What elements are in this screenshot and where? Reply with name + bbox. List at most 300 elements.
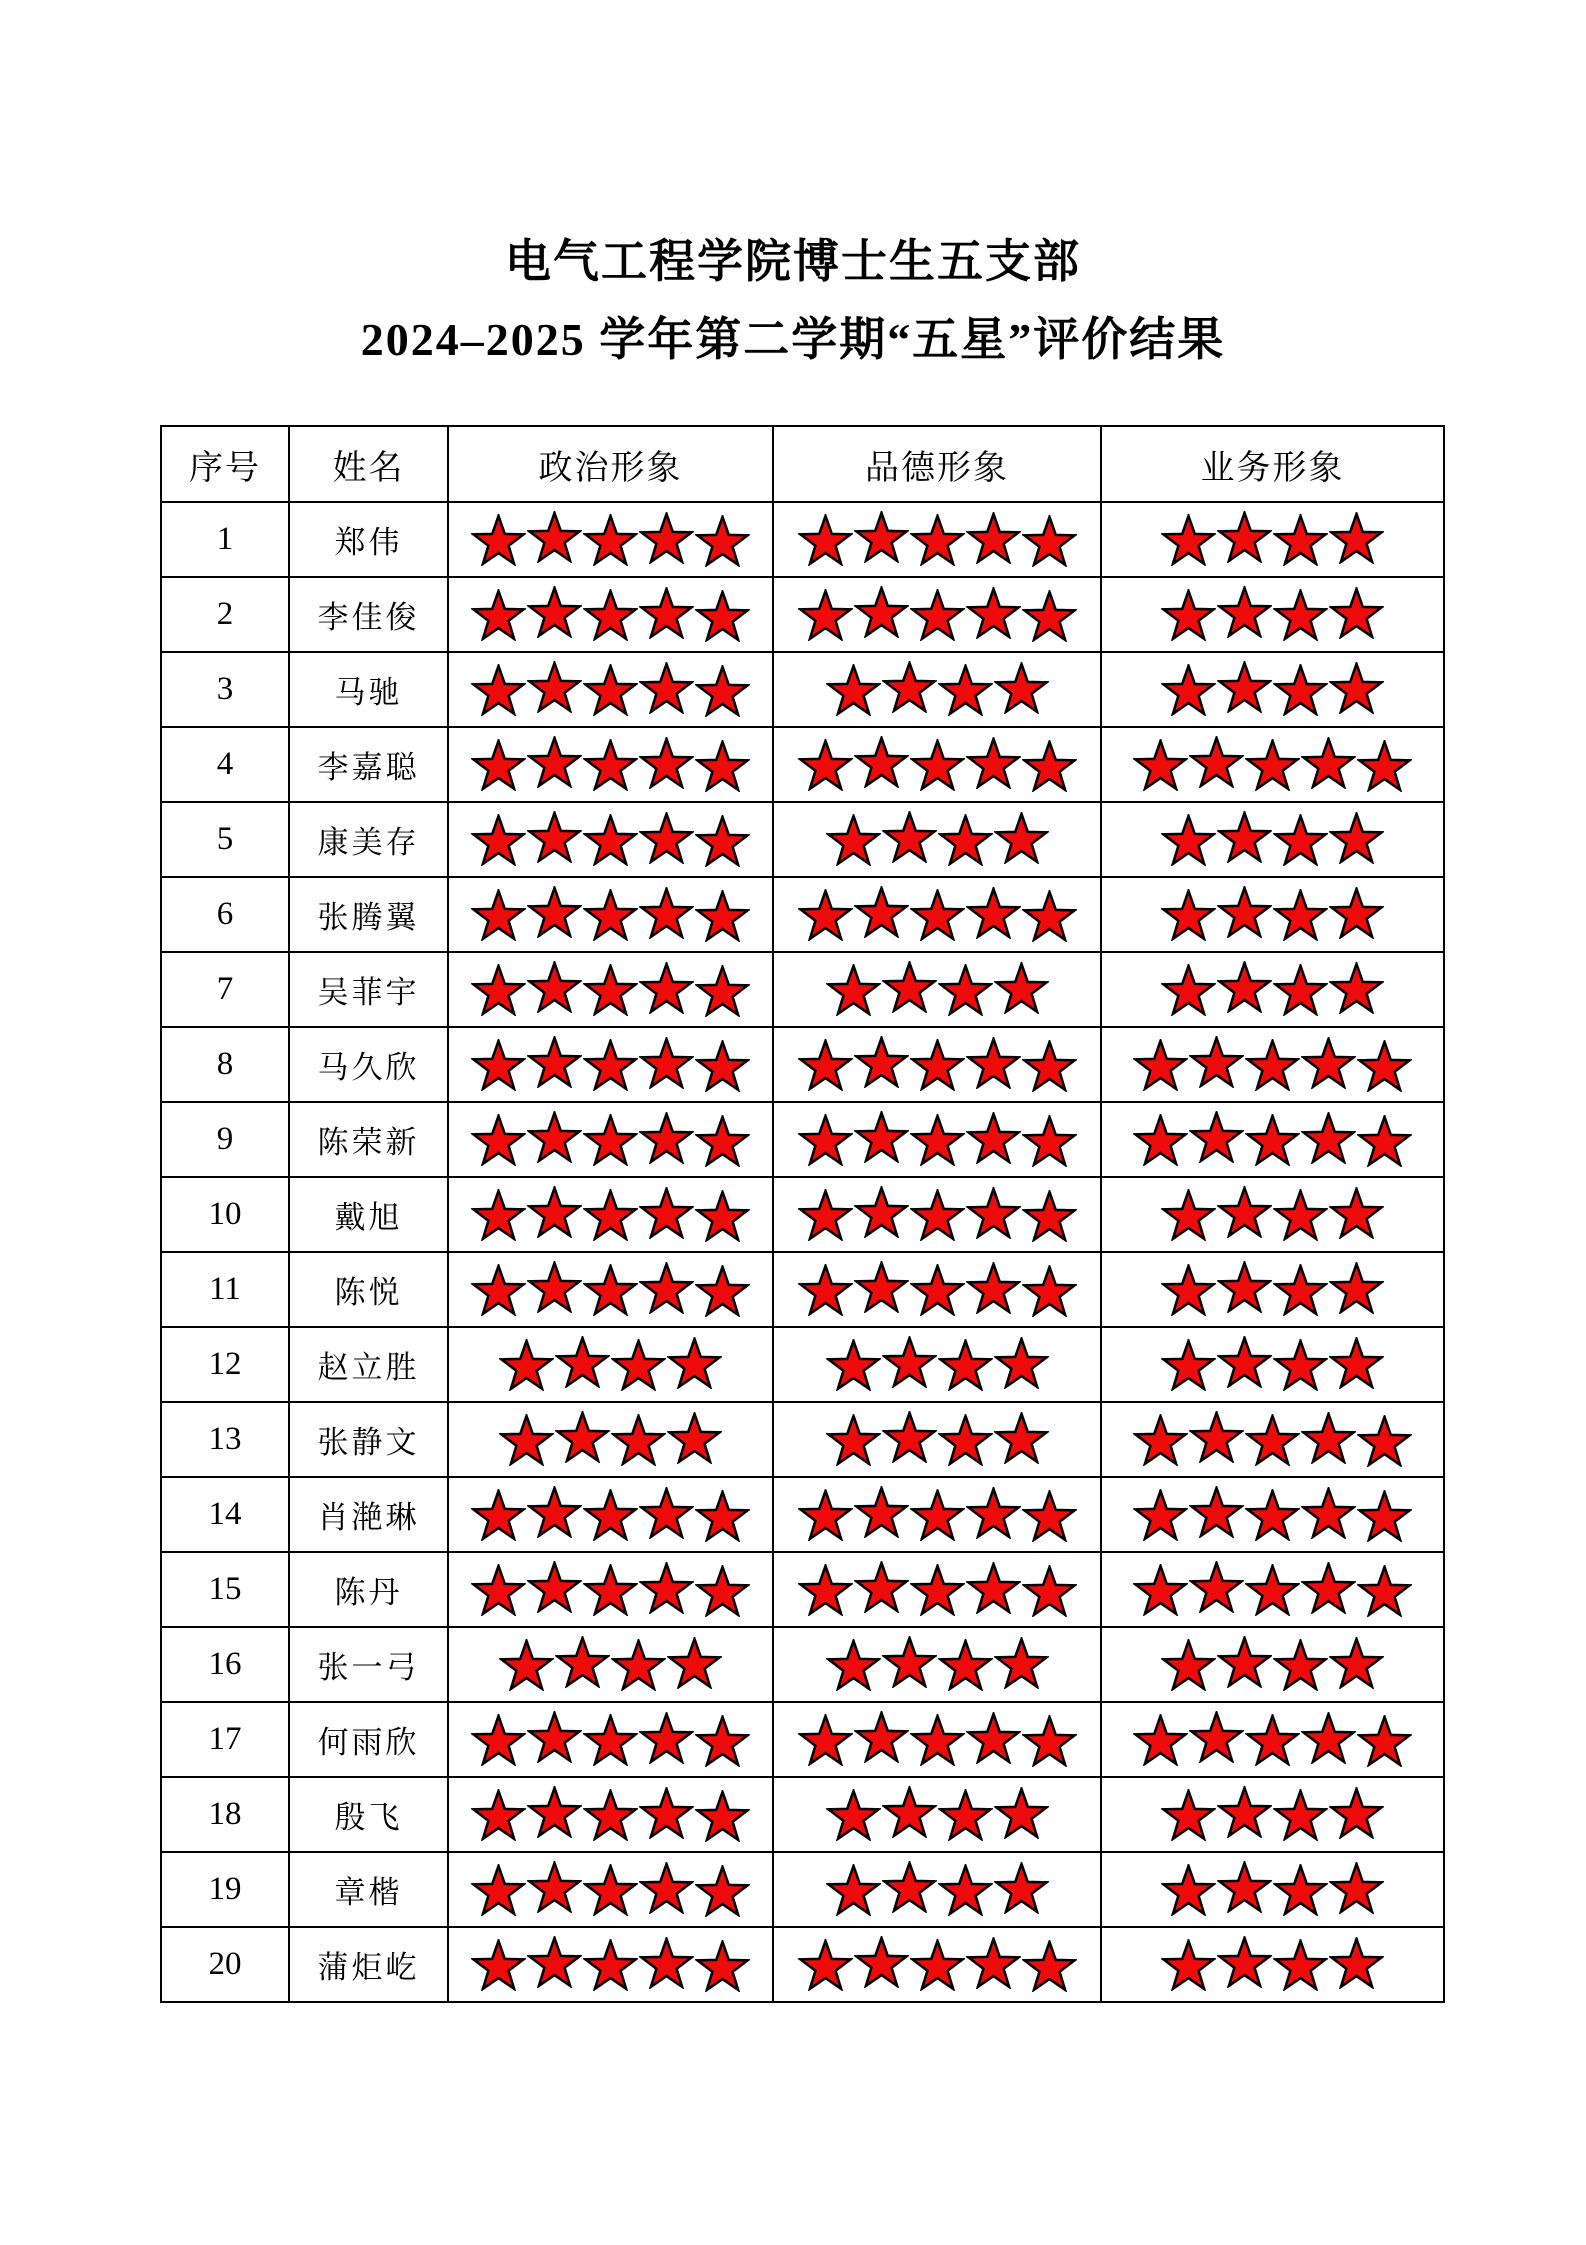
star-icon [1329,1262,1384,1314]
star-rating [1102,1264,1443,1316]
rating-cell-moral [773,1402,1101,1477]
star-icon [1189,1486,1244,1538]
star-icon [583,1114,638,1166]
star-icon [798,1939,853,1991]
star-rating [774,514,1100,566]
star-icon [854,886,909,938]
star-icon [882,1636,937,1688]
table-row [161,577,1444,652]
rating-cell-political [448,1027,773,1102]
star-icon [583,814,638,866]
star-icon [471,1939,526,1991]
star-rating [449,664,772,716]
rating-cell-political [448,952,773,1027]
name-cell: 康美存 [289,802,448,877]
star-icon [1189,736,1244,788]
star-icon [583,1714,638,1766]
star-icon [1273,1189,1328,1241]
rating-cell-professional [1101,1252,1444,1327]
star-icon [1329,1937,1384,1989]
star-icon [1245,1564,1300,1616]
star-icon [583,1789,638,1841]
header-cell-professional: 业务形象 [1101,426,1444,502]
star-icon [695,1865,750,1917]
star-rating [774,1714,1100,1766]
star-rating [774,1489,1100,1541]
rating-cell-professional [1101,1702,1444,1777]
name-cell: 殷飞 [289,1777,448,1852]
rating-cell-professional [1101,1777,1444,1852]
star-icon [1189,1711,1244,1763]
star-icon [639,812,694,864]
star-icon [1161,1864,1216,1916]
rating-cell-moral [773,1777,1101,1852]
star-icon [471,739,526,791]
star-icon [695,1565,750,1617]
star-icon [798,1189,853,1241]
serial-cell: 1 [161,502,289,577]
rating-cell-moral [773,1627,1101,1702]
star-icon [471,589,526,641]
rating-cell-political [448,1252,773,1327]
star-rating [449,589,772,641]
star-icon [639,662,694,714]
star-icon [1329,1337,1384,1389]
star-icon [1161,664,1216,716]
star-icon [1217,811,1272,863]
star-icon [695,1115,750,1167]
rating-cell-political [448,1477,773,1552]
rating-cell-professional [1101,577,1444,652]
star-rating [1102,1564,1443,1616]
star-icon [527,1861,582,1913]
rating-cell-moral [773,802,1101,877]
page-title: 电气工程学院博士生五支部 [505,236,1081,287]
name-cell: 蒲炬屹 [289,1927,448,2002]
star-icon [1273,589,1328,641]
star-icon [966,1562,1021,1614]
star-icon [1301,1487,1356,1539]
star-icon [527,1561,582,1613]
star-icon [639,1562,694,1614]
rating-cell-moral [773,1927,1101,2002]
star-icon [882,661,937,713]
table-row [161,1552,1444,1627]
star-icon [1245,1039,1300,1091]
star-icon [910,1564,965,1616]
rating-cell-political [448,502,773,577]
star-icon [882,1411,937,1463]
star-icon [966,1937,1021,1989]
star-icon [1273,664,1328,716]
star-icon [910,1264,965,1316]
star-icon [910,1939,965,1991]
table-row [161,1477,1444,1552]
star-icon [583,1939,638,1991]
star-icon [882,1336,937,1388]
star-rating [774,1789,1100,1841]
star-rating [449,964,772,1016]
serial-cell: 6 [161,877,289,952]
star-icon [966,587,1021,639]
star-icon [938,814,993,866]
star-icon [471,814,526,866]
rating-cell-moral [773,502,1101,577]
rating-cell-moral [773,1327,1101,1402]
star-icon [798,1264,853,1316]
star-icon [1329,1187,1384,1239]
rating-cell-professional [1101,1102,1444,1177]
rating-cell-political [448,1702,773,1777]
star-rating [1102,1639,1443,1691]
table-row [161,1327,1444,1402]
star-icon [471,1564,526,1616]
star-icon [583,889,638,941]
star-icon [639,587,694,639]
star-icon [1161,1264,1216,1316]
star-icon [966,1037,1021,1089]
name-cell: 戴旭 [289,1177,448,1252]
star-rating [449,1714,772,1766]
star-icon [966,512,1021,564]
star-icon [1189,1561,1244,1613]
star-rating [1102,1489,1443,1541]
name-cell: 吴菲宇 [289,952,448,1027]
star-icon [1273,1939,1328,1991]
star-icon [826,1639,881,1691]
star-icon [1357,1115,1412,1167]
star-icon [1161,1939,1216,1991]
star-icon [910,1039,965,1091]
table-row [161,1102,1444,1177]
star-icon [1273,814,1328,866]
star-icon [639,1262,694,1314]
star-icon [1245,1414,1300,1466]
star-rating [1102,1339,1443,1391]
star-icon [1301,1037,1356,1089]
star-icon [667,1637,722,1689]
star-icon [471,1489,526,1541]
star-icon [695,740,750,792]
star-icon [1357,740,1412,792]
rating-cell-political [448,1627,773,1702]
star-rating [774,1189,1100,1241]
star-icon [527,661,582,713]
star-icon [639,1187,694,1239]
rating-cell-political [448,1852,773,1927]
star-rating [774,1939,1100,1991]
star-icon [695,1940,750,1992]
star-rating [1102,1864,1443,1916]
star-rating [1102,1114,1443,1166]
star-icon [854,511,909,563]
star-rating [449,739,772,791]
star-icon [639,1937,694,1989]
rating-cell-moral [773,652,1101,727]
star-icon [826,1864,881,1916]
serial-cell: 8 [161,1027,289,1102]
table-row [161,952,1444,1027]
star-icon [1357,1040,1412,1092]
star-icon [1217,1786,1272,1838]
rating-cell-professional [1101,1627,1444,1702]
star-icon [471,1264,526,1316]
serial-cell: 11 [161,1252,289,1327]
star-icon [938,964,993,1016]
star-icon [826,964,881,1016]
star-rating [1102,814,1443,866]
star-icon [994,812,1049,864]
rating-cell-moral [773,1177,1101,1252]
star-icon [1217,1261,1272,1313]
star-icon [1273,1789,1328,1841]
star-icon [499,1339,554,1391]
star-icon [854,586,909,638]
star-icon [471,1789,526,1841]
star-icon [1161,1639,1216,1691]
star-icon [910,739,965,791]
star-icon [854,1711,909,1763]
star-rating [1102,964,1443,1016]
star-icon [1273,889,1328,941]
star-icon [966,1712,1021,1764]
star-icon [583,964,638,1016]
rating-cell-political [448,1777,773,1852]
name-cell: 何雨欣 [289,1702,448,1777]
serial-cell: 3 [161,652,289,727]
rating-cell-moral [773,952,1101,1027]
star-icon [639,962,694,1014]
star-icon [1022,1490,1077,1542]
star-rating [774,1564,1100,1616]
name-cell: 章楷 [289,1852,448,1927]
star-icon [1329,512,1384,564]
star-icon [994,1412,1049,1464]
serial-cell: 12 [161,1327,289,1402]
star-icon [1357,1565,1412,1617]
star-icon [1133,1714,1188,1766]
name-cell: 张一弓 [289,1627,448,1702]
star-icon [1022,1715,1077,1767]
star-icon [471,964,526,1016]
star-icon [1357,1715,1412,1767]
star-icon [1217,1186,1272,1238]
header-cell-political: 政治形象 [448,426,773,502]
star-icon [1133,1114,1188,1166]
name-cell: 李佳俊 [289,577,448,652]
star-icon [639,512,694,564]
rating-cell-moral [773,877,1101,952]
serial-cell: 19 [161,1852,289,1927]
star-icon [583,1489,638,1541]
star-icon [583,514,638,566]
table-row [161,727,1444,802]
star-icon [499,1414,554,1466]
star-rating [449,1564,772,1616]
star-icon [471,1114,526,1166]
table-row [161,502,1444,577]
star-icon [695,1265,750,1317]
star-icon [1217,886,1272,938]
star-icon [583,739,638,791]
name-cell: 陈荣新 [289,1102,448,1177]
star-icon [1329,812,1384,864]
star-icon [527,1036,582,1088]
rating-cell-moral [773,1102,1101,1177]
serial-cell: 16 [161,1627,289,1702]
star-icon [639,887,694,939]
star-rating [1102,664,1443,716]
header-row [161,426,1444,502]
rating-cell-political [448,1927,773,2002]
star-icon [1245,1489,1300,1541]
star-icon [555,1336,610,1388]
star-rating [449,1639,772,1691]
star-icon [798,1714,853,1766]
serial-cell: 7 [161,952,289,1027]
star-icon [695,1715,750,1767]
star-rating [449,1864,772,1916]
star-icon [639,1112,694,1164]
star-icon [1329,1637,1384,1689]
star-icon [527,1486,582,1538]
table-row [161,1777,1444,1852]
star-rating [774,1339,1100,1391]
star-icon [1189,1411,1244,1463]
star-icon [695,590,750,642]
star-icon [798,1039,853,1091]
star-icon [966,1187,1021,1239]
star-icon [798,589,853,641]
rating-cell-professional [1101,727,1444,802]
star-icon [1273,1864,1328,1916]
star-icon [994,662,1049,714]
star-icon [994,1637,1049,1689]
star-icon [667,1412,722,1464]
star-icon [910,1489,965,1541]
star-icon [854,1111,909,1163]
star-icon [1273,1639,1328,1691]
star-icon [1301,1712,1356,1764]
star-icon [527,1786,582,1838]
star-icon [639,1487,694,1539]
star-icon [1022,1265,1077,1317]
star-rating [449,889,772,941]
star-icon [471,1714,526,1766]
star-icon [1329,1787,1384,1839]
star-icon [639,1862,694,1914]
rating-cell-moral [773,1477,1101,1552]
star-icon [910,514,965,566]
header-cell-serial: 序号 [161,426,289,502]
star-rating [449,1789,772,1841]
serial-cell: 4 [161,727,289,802]
rating-cell-professional [1101,1927,1444,2002]
star-icon [854,1936,909,1988]
star-icon [994,962,1049,1014]
star-icon [798,739,853,791]
table-row [161,1027,1444,1102]
star-icon [583,1564,638,1616]
table-row [161,877,1444,952]
rating-cell-moral [773,577,1101,652]
star-icon [1357,1490,1412,1542]
star-icon [667,1337,722,1389]
star-icon [1301,1112,1356,1164]
star-icon [1245,739,1300,791]
star-icon [583,1264,638,1316]
star-icon [994,1337,1049,1389]
star-icon [1273,1339,1328,1391]
star-icon [966,737,1021,789]
star-icon [938,1789,993,1841]
star-icon [1245,1114,1300,1166]
rating-cell-moral [773,1552,1101,1627]
serial-cell: 14 [161,1477,289,1552]
star-icon [1161,1189,1216,1241]
star-icon [555,1411,610,1463]
star-icon [798,1114,853,1166]
star-icon [1133,1564,1188,1616]
table-row [161,1177,1444,1252]
star-icon [1133,1489,1188,1541]
star-icon [1217,1936,1272,1988]
star-icon [611,1639,666,1691]
star-icon [527,811,582,863]
star-icon [1217,1336,1272,1388]
star-icon [882,811,937,863]
star-rating [1102,889,1443,941]
star-icon [1161,514,1216,566]
star-rating [1102,1189,1443,1241]
star-icon [527,1261,582,1313]
table-row [161,1627,1444,1702]
star-icon [471,889,526,941]
name-cell: 张静文 [289,1402,448,1477]
star-icon [798,514,853,566]
star-icon [966,1262,1021,1314]
star-icon [1161,814,1216,866]
table-row [161,1252,1444,1327]
star-icon [826,1789,881,1841]
rating-cell-professional [1101,802,1444,877]
star-icon [994,1787,1049,1839]
star-rating [774,889,1100,941]
rating-cell-moral [773,1252,1101,1327]
serial-cell: 10 [161,1177,289,1252]
star-icon [1357,1415,1412,1467]
serial-cell: 17 [161,1702,289,1777]
star-icon [1217,661,1272,713]
serial-cell: 5 [161,802,289,877]
star-icon [527,586,582,638]
rating-cell-political [448,1102,773,1177]
star-icon [966,1487,1021,1539]
star-rating [774,589,1100,641]
star-icon [910,889,965,941]
star-rating [1102,1714,1443,1766]
rating-cell-political [448,1402,773,1477]
star-icon [639,1037,694,1089]
star-icon [1329,662,1384,714]
star-icon [695,1190,750,1242]
star-icon [966,887,1021,939]
star-rating [1102,1939,1443,1991]
star-icon [1022,515,1077,567]
star-icon [910,1714,965,1766]
star-icon [471,1189,526,1241]
star-icon [1217,961,1272,1013]
